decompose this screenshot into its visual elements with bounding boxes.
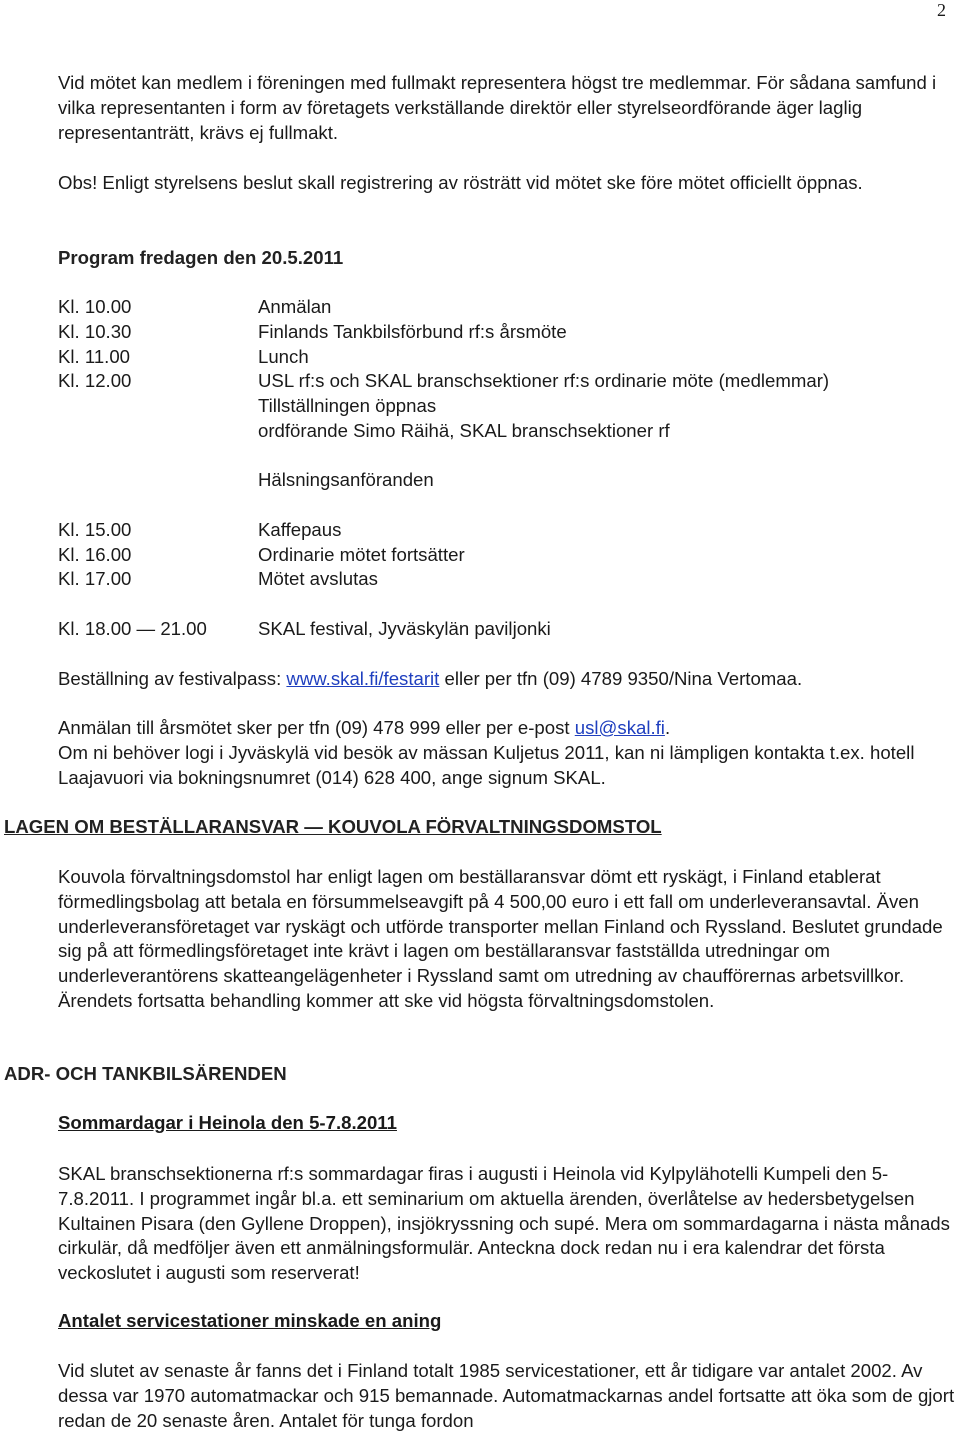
schedule-subitem: Tillställningen öppnas — [258, 395, 437, 416]
paragraph-sommardagar: SKAL branschsektionerna rf:s sommardagar firas i augusti i Heinola vid Kylpylähotelli Kumpeli den 5-7.8.2011. I programmet ingår bl.a. ett seminarium om aktuella ärenden, överlåtelse av hedersbetygelsen Kultainen Pisara (den Gyllene Droppen), insjökryssning och supé. Mera om sommardagarna i nästa månads cirkulär, då medföljer även ett anmälningsformulär. Anteckna dock redan nu i era kalendrar det första veckoslutet i augusti som reserverat! — [58, 1163, 950, 1284]
schedule-time: Kl. 16.00 — [58, 544, 132, 565]
festival-prefix: Beställning av festivalpass: — [58, 668, 287, 689]
anmalan-suffix: . — [664, 717, 671, 738]
schedule-item: USL rf:s och SKAL branschsektioner rf:s ordinarie möte (medlemmar) — [258, 370, 830, 391]
festival-link[interactable]: www.skal.fi/festarit — [286, 668, 440, 689]
schedule-time: Kl. 10.00 — [58, 296, 132, 317]
email-link[interactable]: usl@skal.fi — [574, 717, 665, 738]
schedule-item: Finlands Tankbilsförbund rf:s årsmöte — [258, 321, 567, 342]
section-heading-bestallaransvar: LAGEN OM BESTÄLLARANSVAR — KOUVOLA FÖRVALTNINGSDOMSTOL — [4, 816, 662, 837]
section-heading-adr: ADR- OCH TANKBILSÄRENDEN — [4, 1063, 287, 1084]
schedule-time: Kl. 17.00 — [58, 568, 132, 589]
schedule-time: Kl. 11.00 — [58, 346, 131, 367]
page-number: 2 — [937, 0, 946, 20]
schedule-time: Kl. 15.00 — [58, 519, 132, 540]
subheading-sommardagar: Sommardagar i Heinola den 5-7.8.2011 — [58, 1112, 397, 1133]
festival-suffix: eller per tfn (09) 4789 9350/Nina Vertomaa. — [439, 668, 803, 689]
schedule-subitem: Hälsningsanföranden — [258, 469, 434, 490]
schedule-item: Kaffepaus — [258, 519, 342, 540]
program-title: Program fredagen den 20.5.2011 — [58, 247, 344, 268]
anmalan-line — [58, 716, 958, 741]
paragraph-logi: Om ni behöver logi i Jyväskylä vid besök av mässan Kuljetus 2011, kan ni lämpligen kontakta t.ex. hotell Laajavuori via bokningsnumret (014) 628 400, ange signum SKAL. — [58, 742, 915, 788]
paragraph-obs: Obs! Enligt styrelsens beslut skall registrering av rösträtt vid mötet ske före mötet officiellt öppnas. — [58, 172, 863, 193]
schedule-subitem: ordförande Simo Räihä, SKAL branschsektioner rf — [258, 420, 670, 441]
schedule-item: SKAL festival, Jyväskylän paviljonki — [258, 618, 551, 639]
schedule-time: Kl. 10.30 — [58, 321, 132, 342]
schedule-time: Kl. 18.00 — 21.00 — [58, 618, 207, 639]
festival-line — [58, 667, 958, 692]
schedule-item: Anmälan — [258, 296, 332, 317]
schedule-time: Kl. 12.00 — [58, 370, 132, 391]
schedule-item: Ordinarie mötet fortsätter — [258, 544, 465, 565]
schedule-item: Mötet avslutas — [258, 568, 378, 589]
paragraph-fullmakt: Vid mötet kan medlem i föreningen med fullmakt representera högst tre medlemmar. För sådana samfund i vilka representanten i form av företagets verkställande direktör eller styrelseordförande äger laglig representanträtt, krävs ej fullmakt. — [58, 72, 937, 143]
paragraph-bestallaransvar: Kouvola förvaltningsdomstol har enligt lagen om beställaransvar dömt ett ryskägt, i Finland etablerat förmedlingsbolag att betala en försummelseavgift på 4 500,00 euro i ett fall om underleveransavtal. Även underleveransföretaget var ryskägt och utförde transporter mellan Finland och Ryssland. Beslutet grundade sig på att förmedlingsföretaget inte krävt i lagen om beställaransvar fastställda utredningar om underleverantörens skatteangelägenheter i Ryssland samt om utredning av chaufförernas arbetsvillkor. Ärendets fortsatta behandling kommer att ske vid högsta förvaltningsdomstolen. — [58, 866, 943, 1011]
paragraph-servicestationer: Vid slutet av senaste år fanns det i Finland totalt 1985 servicestationer, ett år tidigare var antalet 2002. Av dessa var 1970 automatmackar och 915 bemannade. Automatmackarnas andel fortsatte att öka som de gjort redan de 20 senaste åren. Antalet för tunga fordon — [58, 1360, 955, 1431]
anmalan-prefix: Anmälan till årsmötet sker per tfn (09) 478 999 eller per e-post — [58, 717, 575, 738]
subheading-servicestationer: Antalet servicestationer minskade en aning — [58, 1310, 442, 1331]
schedule-item: Lunch — [258, 346, 309, 367]
